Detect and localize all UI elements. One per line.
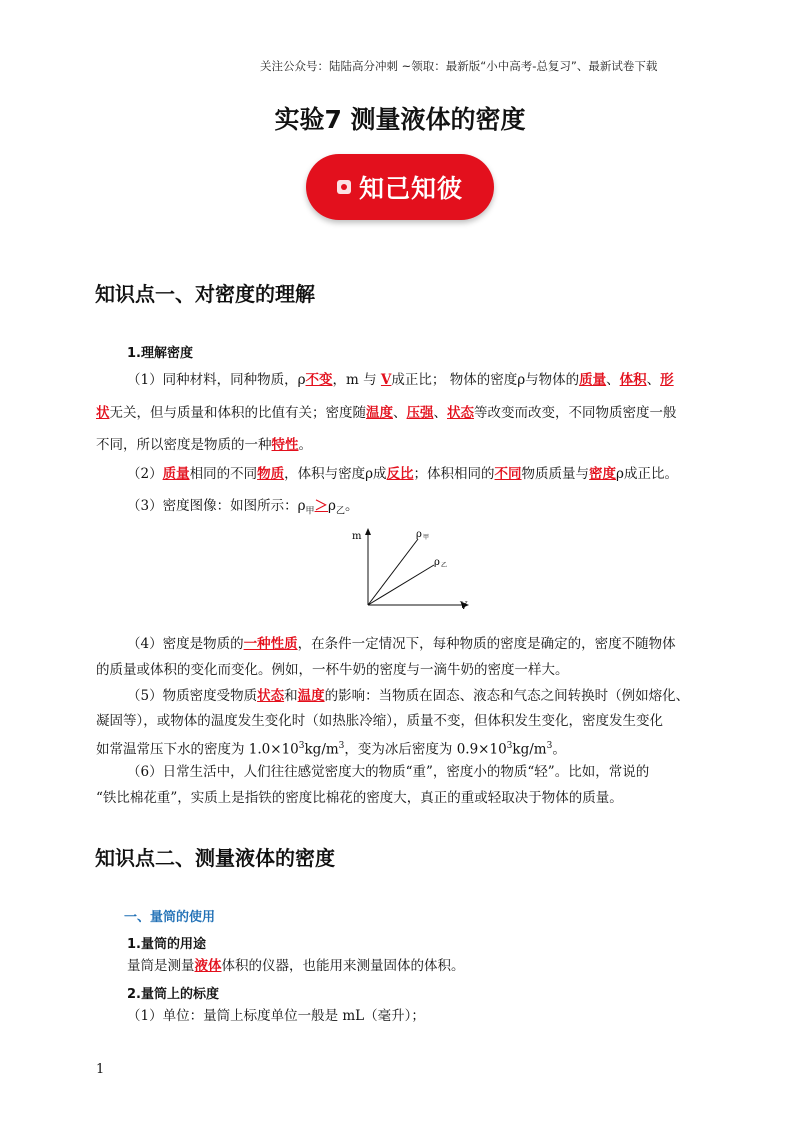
header-note: 关注公众号：陆陆高分冲刺 ~领取：最新版“小中高考-总复习”、最新试卷下载 — [260, 59, 658, 73]
paragraph-6-line-1: （6）日常生活中，人们往往感觉密度大的物质“重”，密度小的物质“轻”。比如，常说的 — [127, 764, 650, 780]
keyword: ＞ — [314, 498, 329, 514]
paragraph-5-line-3: 如常温常压下水的密度为 $1.0\times 10^3kg/m^3$，变为冰后密度为 $0.9\times 10^3kg/m^3$。 — [96, 741, 566, 758]
keyword: 体积 — [619, 372, 647, 388]
keyword: 压强 — [406, 405, 434, 421]
paragraph-1-line-3: 不同，所以密度是物质的一种特性。 — [96, 437, 312, 453]
keyword: 温度 — [297, 688, 325, 704]
paragraph-5-line-1: （5）物质密度受物质状态和温度的影响：当物质在固态、液态和气态之间转换时（例如熔化、 — [127, 688, 690, 704]
paragraph-2: （2）质量相同的不同物质，体积与密度ρ成反比；体积相同的不同物质质量与密度ρ成正比。 — [127, 466, 678, 482]
paragraph-4-line-2: 的质量或体积的变化而变化。例如，一杯牛奶的密度与一滴牛奶的密度一样大。 — [96, 662, 569, 678]
subheading-cylinder-scale: 2.量筒上的标度 — [127, 987, 219, 1002]
line-yi-label: ρ — [434, 557, 440, 568]
density-graph — [348, 525, 478, 615]
paragraph-1-line-1: （1）同种材料，同种物质，ρ不变，m 与 V成正比； 物体的密度ρ与物体的质量、体积、形 — [127, 372, 674, 388]
subheading-cylinder-purpose: 1.量筒的用途 — [127, 937, 206, 952]
section-heading-1: 知识点一、对密度的理解 — [95, 282, 315, 306]
keyword: 状态 — [447, 405, 474, 421]
line-jia-sub: 甲 — [423, 534, 430, 541]
x-axis-label: V — [460, 601, 468, 612]
keyword: 不同 — [494, 466, 522, 482]
keyword: 状 — [96, 405, 110, 421]
paragraph-3: （3）密度图像：如图所示：$\rho_甲>\rho_乙$。 — [127, 498, 359, 517]
keyword: 质量 — [579, 372, 607, 388]
keyword: 状态 — [257, 688, 285, 704]
y-axis-label: m — [352, 531, 362, 542]
section2-paragraph-2: （1）单位：量筒上标度单位一般是 mL（毫升）； — [127, 1008, 425, 1024]
section2-paragraph-1: 量筒是测量液体体积的仪器，也能用来测量固体的体积。 — [127, 958, 465, 974]
keyword: 液体 — [194, 958, 222, 974]
paragraph-4-line-1: （4）密度是物质的一种性质，在条件一定情况下，每种物质的密度是确定的，密度不随物体 — [127, 636, 676, 652]
keyword: 一种性质 — [243, 636, 298, 652]
paragraph-1-line-2: 状无关，但与质量和体积的比值有关；密度随温度、压强、状态等改变而改变，不同物质密度一般 — [96, 405, 677, 421]
keyword: 密度 — [589, 466, 617, 482]
page-title: 实验7 测量液体的密度 — [274, 105, 526, 134]
page-number: 1 — [96, 1062, 105, 1077]
paragraph-5-line-2: 凝固等），或物体的温度发生变化时（如热胀冷缩），质量不变，但体积发生变化，密度发生变化 — [96, 713, 663, 729]
subheading-cylinder-use: 一、量筒的使用 — [124, 910, 216, 925]
badge-icon — [337, 180, 351, 194]
line-yi-sub: 乙 — [441, 562, 448, 569]
line-jia-label: ρ — [416, 529, 422, 540]
paragraph-6-line-2: “铁比棉花重”，实质上是指铁的密度比棉花的密度大，真正的重或轻取决于物体的质量。 — [96, 790, 623, 806]
keyword: 不变 — [305, 372, 333, 388]
section-heading-2: 知识点二、测量液体的密度 — [95, 846, 335, 870]
keyword: 形 — [660, 372, 674, 388]
keyword: 物质 — [257, 466, 285, 482]
line-jia — [368, 539, 418, 605]
keyword: V — [380, 372, 392, 388]
keyword: 特性 — [271, 437, 299, 453]
line-yi — [368, 565, 434, 605]
badge-label: 知己知彼 — [358, 174, 463, 203]
subheading-understand-density: 1.理解密度 — [127, 346, 193, 361]
keyword: 质量 — [162, 466, 190, 482]
keyword: 反比 — [386, 466, 414, 482]
keyword: 温度 — [366, 405, 393, 421]
y-axis-arrow — [365, 528, 371, 535]
section-badge — [306, 154, 494, 220]
